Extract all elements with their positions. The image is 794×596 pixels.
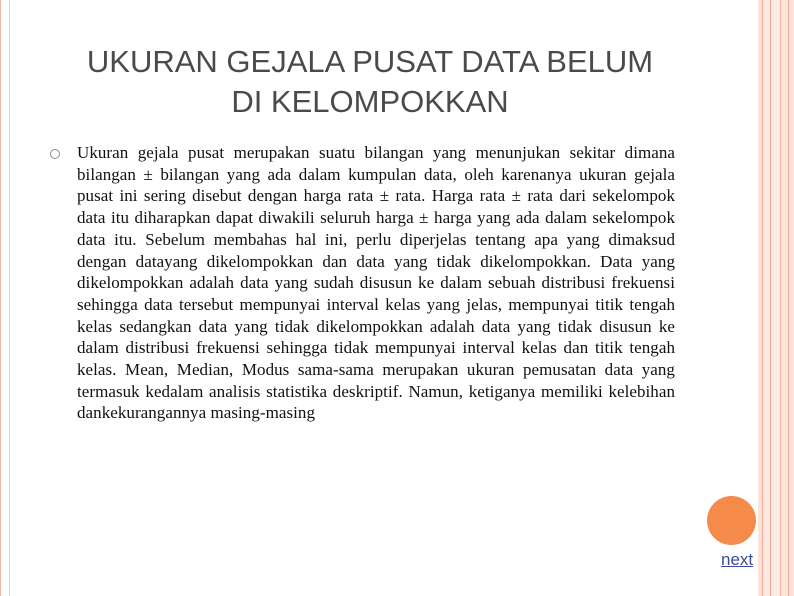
next-link[interactable]: next [721, 550, 754, 569]
slide-paragraph: Ukuran gejala pusat merupakan suatu bilangan yang menunjukan sekitar dimana bilangan ± bilangan yang ada dalam kumpulan data, oleh karenanya ukuran gejala pusat ini sering disebut dengan harga rata ± rata. Harga rata ± rata dari sekelompok data itu diharapkan dapat diwakili seluruh harga ± harga yang ada dalam sekelompok data itu. Sebelum membahas hal ini, perlu diperjelas tentang apa yang dimaksud dengan datayang dikelompokkan dan data yang tidak dikelompokkan. Data yang dikelompokkan adalah data yang sudah disusun ke dalam sebuah distribusi frekuensi sehingga data tersebut mempunyai interval kelas yang jelas, mempunyai titik tengah kelas sedangkan data yang tidak dikelompokkan adalah data yang tidak disusun ke dalam distribusi frekuensi sehingga tidak mempunyai interval kelas dan titik tengah kelas. Mean, Median, Modus sama-sama merupakan ukuran pemusatan data yang termasuk kedalam analisis statistika deskriptif. Namun, ketiganya memiliki kelebihan dankekurangannya masing-masing [77, 143, 675, 423]
right-stripe-decoration [758, 0, 794, 596]
title-line-1: UKURAN GEJALA PUSAT DATA BELUM [86, 44, 654, 79]
orange-circle-decoration [707, 496, 756, 545]
bullet-circle-icon [50, 149, 60, 159]
slide-title [30, 42, 710, 122]
left-border-decoration [0, 0, 16, 596]
title-line-2: DI KELOMPOKKAN [231, 84, 509, 119]
